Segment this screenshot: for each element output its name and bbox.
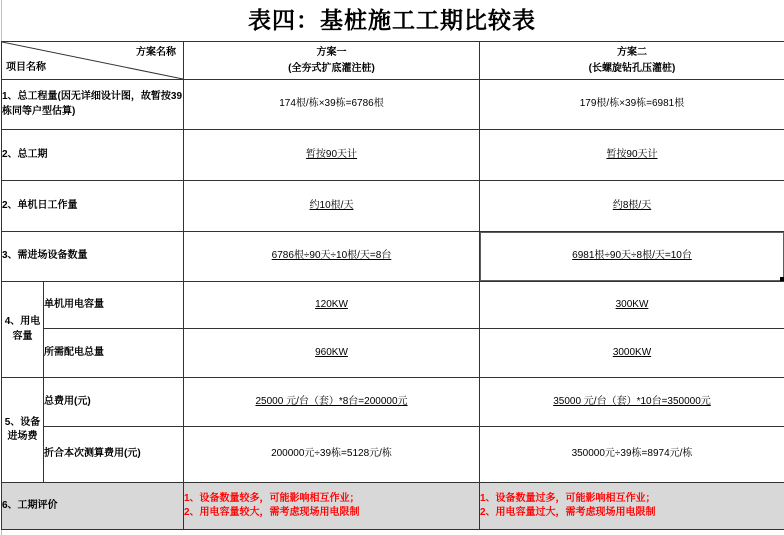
cell-total-power-plan2[interactable]: 3000KW	[480, 329, 784, 378]
plan2-title: 方案二	[617, 47, 647, 58]
plan2-subtitle: (长螺旋钻孔压灌桩)	[588, 62, 676, 74]
evaluation-plan2-line1: 1、设备数量过多，可能影响相互作业；	[480, 492, 656, 504]
row-label-fee-per-building[interactable]: 折合本次测算费用(元)	[44, 427, 184, 483]
row-label-total-duration[interactable]: 2、总工期	[2, 130, 184, 181]
header-plan2-cell[interactable]	[480, 42, 784, 80]
fill-handle[interactable]	[780, 277, 784, 282]
cell-fee-per-building-plan2[interactable]: 350000元÷39栋=8974元/栋	[480, 427, 784, 483]
row-label-equipment-count[interactable]: 3、需进场设备数量	[2, 232, 184, 282]
comparison-table	[1, 41, 784, 530]
cell-total-duration-plan1[interactable]: 暂按90天计	[184, 130, 480, 181]
cell-total-quantity-plan2[interactable]: 179根/栋×39栋=6981根	[480, 80, 784, 130]
cell-total-duration-plan2[interactable]: 暂按90天计	[480, 130, 784, 181]
evaluation-plan1-line2: 2、用电容量较大，需考虑现场用电限制	[184, 507, 360, 518]
cell-total-quantity-plan1[interactable]: 174根/栋×39栋=6786根	[184, 80, 480, 130]
row-label-daily-output[interactable]: 2、单机日工作量	[2, 181, 184, 232]
cell-evaluation-plan1[interactable]	[184, 483, 480, 530]
row-label-total-power[interactable]: 所需配电总量	[44, 329, 184, 378]
cell-unit-power-plan1[interactable]: 120KW	[184, 282, 480, 329]
header-corner-cell[interactable]	[2, 42, 184, 80]
corner-item-label: 项目名称	[6, 61, 46, 73]
row-label-total-fee[interactable]: 总费用(元)	[44, 378, 184, 427]
row-label-unit-power[interactable]: 单机用电容量	[44, 282, 184, 329]
cell-daily-output-plan1[interactable]: 约10根/天	[184, 181, 480, 232]
cell-evaluation-plan2[interactable]	[480, 483, 784, 530]
corner-scheme-label: 方案名称	[136, 47, 176, 58]
cell-fee-per-building-plan1[interactable]: 200000元÷39栋=5128元/栋	[184, 427, 480, 483]
header-plan1-cell[interactable]	[184, 42, 480, 80]
cell-equipment-count-plan2-selected[interactable]	[480, 232, 784, 282]
group-label-mobilization-fee[interactable]: 5、设备进场费	[2, 378, 44, 483]
row-label-evaluation[interactable]: 6、工期评价	[2, 483, 184, 530]
group-label-power-capacity[interactable]: 4、用电容量	[2, 282, 44, 378]
cell-total-fee-plan1[interactable]: 25000 元/台（套）*8台=200000元	[184, 378, 480, 427]
cell-equipment-count-plan1[interactable]: 6786根÷90天÷10根/天=8台	[184, 232, 480, 282]
cell-daily-output-plan2[interactable]: 约8根/天	[480, 181, 784, 232]
plan1-title: 方案一	[316, 47, 347, 58]
evaluation-plan1-line1: 1、设备数量较多，可能影响相互作业；	[184, 492, 360, 504]
selected-cell-text: 6981根÷90天÷8根/天=10台	[572, 250, 692, 262]
plan1-subtitle: (全夯式扩底灌注桩)	[288, 62, 375, 74]
evaluation-plan2-line2: 2、用电容量过大，需考虑现场用电限制	[480, 507, 656, 518]
row-label-total-quantity[interactable]: 1、总工程量(因无详细设计图，故暂按39栋同等户型估算)	[2, 80, 184, 130]
cell-unit-power-plan2[interactable]: 300KW	[480, 282, 784, 329]
cell-total-power-plan1[interactable]: 960KW	[184, 329, 480, 378]
cell-total-fee-plan2[interactable]: 35000 元/台（套）*10台=350000元	[480, 378, 784, 427]
table-title: 表四：基桩施工工期比较表	[248, 8, 536, 33]
